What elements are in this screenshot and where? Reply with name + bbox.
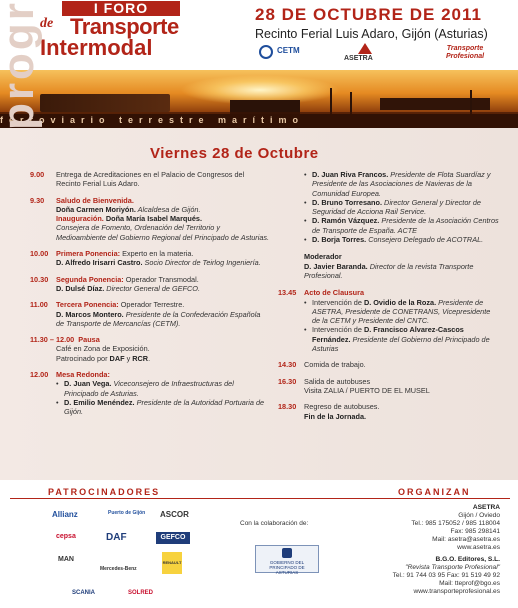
mercedes-logo: Mercedes-Benz [100,566,137,572]
event-date: 28 DE OCTUBRE DE 2011 [255,5,482,24]
logo-intermodal: Intermodal [40,35,153,60]
panel-member: • D. Ramón Vázquez. Presidente de la Asociación Centros de Transporte de España. ACTE [304,216,500,235]
logo-de: de [40,16,54,31]
moderator: Moderador D. Javier Baranda. Director de la revista Transporte Profesional. [304,252,474,280]
scania-logo: SCANIA [72,590,96,596]
footer-divider [10,498,510,499]
program-item: 12.00 Mesa Redonda: • D. Juan Vega. Viceconsejero de Infraestructuras del Principado de Asturias. • D. Emilio Menéndez. Presidente de la Autoridad Portuaria de Gijón. [30,370,270,416]
program-item: 11.00 Tercera Ponencia: Operador Terrestre. D. Marcos Montero. Presidente de la Confederación Española de Transporte de Mercancías (CETM). [30,300,261,328]
program-item: 13.45 Acto de Clausura • Intervención de D. Ovidio de la Roza. Presidente de ASETRA, Presidente de CONETRANS, Vicepresidente de la CETM y Presidente del CNTC. • Intervención de D. Francisco Alvarez-Cascos Fernández. Presidente del Gobierno del Principado de Asturias [278,288,500,353]
collaboration-label: Con la colaboración de: [240,520,309,527]
program-right-column [278,170,500,428]
program-item: 11.30 – 12.00 Pausa Café en Zona de Exposición. Patrocinado por DAF y RCR. [30,335,151,363]
organizer-asetra: ASETRA Gijón / Oviedo Tel.: 985 175052 / 985 118004 Fax: 985 298141 Mail: asetra@asetra.es www.asetra.es [411,504,500,551]
cetm-logo: CETM [259,43,309,63]
program-item: 18.30 Regreso de autobuses. Fin de la Jornada. [278,402,380,421]
logo-foro: I FORO [62,1,180,16]
event-venue: Recinto Ferial Luis Adaro, Gijón (Asturias) [255,27,488,41]
solred-logo: SOLRED [128,590,154,596]
program-item: 9.00 Entrega de Acreditaciones en el Palacio de Congresos del Recinto Ferial Luis Adaro. [30,170,245,189]
header [0,0,518,70]
program-left-column [30,170,270,424]
gefco-logo: GEFCO [156,532,190,544]
organizers-title: ORGANIZAN [398,487,471,497]
program-item: 9.30 Saludo de Bienvenida. Doña Carmen Moriyón. Alcaldesa de Gijón. Inauguración. Doña María Isabel Marqués. Consejera de Fomento, Ordenación del Territorio y Medioambiente del Gobierno Regional del Principado de Asturias. [30,195,270,242]
transport-modes-bar: ferroviario terrestre marítimo [0,112,518,128]
allianz-logo: Allianz [52,510,78,519]
panel-list [304,170,500,244]
ascor-logo: ASCOR [160,510,189,519]
program-item: 10.30 Segunda Ponencia: Operador Transmodal. D. Dulsé Díaz. Director General de GEFCO. [30,274,200,293]
cepsa-logo: cepsa [56,533,76,540]
daf-logo: DAF [106,532,127,543]
panel-member: • D. Borja Torres. Consejero Delegado de ACOTRAL. [304,235,500,244]
puerto-gijon-logo: Puerto de Gijón [108,510,146,516]
sponsors-title: PATROCINADORES [48,487,161,497]
transporte-profesional-logo: Transporte Profesional [445,45,485,60]
man-logo: MAN [58,556,74,563]
header-logos [255,43,505,65]
logo-transporte: Transporte [70,14,179,39]
panel-member: • D. Juan Riva Francos. Presidente de Flota Suardíaz y Presidente de las Asociaciones de Navieras de la Comunidad Europea. [304,170,500,198]
organizer-bgo: B.G.O. Editores, S.L. "Revista Transporte Profesional" Tel.: 91 744 03 95 Fax: 91 519 49 92 Mail: tteprof@bgo.es www.transporteprofesional.es [392,556,500,595]
program-item: 10.00 Primera Ponencia: Experto en la materia. D. Alfredo Irisarri Castro. Socio Director de Teirlog Ingeniería. [30,249,261,268]
renault-logo: RENAULT [162,552,182,574]
program-item: 16.30 Salida de autobuses Visita ZALIA / PUERTO DE EL MUSEL [278,376,430,395]
program-item: 14.30 Comida de trabajo. [278,360,366,370]
day-title: Viernes 28 de Octubre [150,145,319,162]
panel-member: • D. Bruno Torresano. Director General y Director de Seguridad de Acciona Rail Service. [304,198,500,217]
asetra-logo: ASETRA [340,43,390,65]
principado-logo: GOBIERNO DEL PRINCIPADO DE ASTURIAS [255,545,319,573]
